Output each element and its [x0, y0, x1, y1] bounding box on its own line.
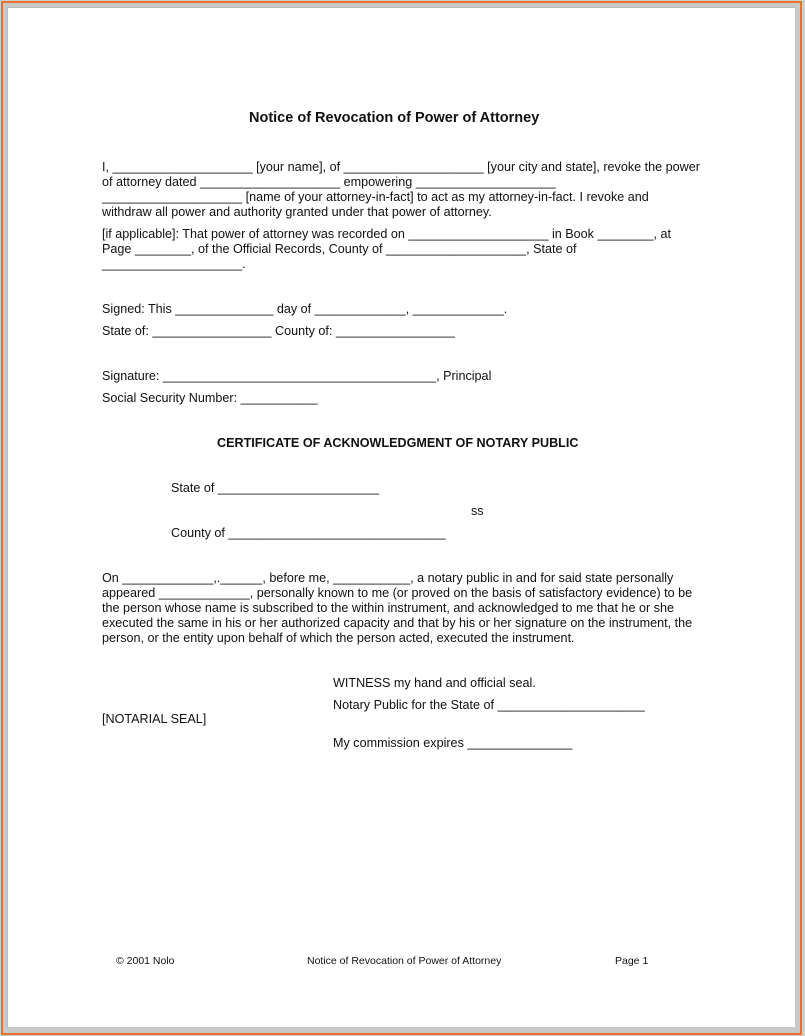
ssn-line: Social Security Number: ___________ — [102, 391, 318, 405]
paragraph-line: I, ____________________ [your name], of ____________________ [your city and state], revoke the power — [102, 160, 700, 174]
footer-page-number: Page 1 — [615, 955, 649, 967]
paragraph-line: ____________________. — [102, 257, 246, 271]
state-county-line: State of: _________________ County of: _________________ — [102, 324, 455, 338]
footer-doc-name: Notice of Revocation of Power of Attorney — [307, 955, 502, 967]
paragraph-line: On _____________,.______, before me, ___________, a notary public in and for said state personally — [102, 571, 674, 585]
paragraph-line: appeared _____________, personally known to me (or proved on the basis of satisfactory evidence) to be — [102, 586, 693, 600]
witness-line: WITNESS my hand and official seal. — [333, 676, 536, 690]
recording-paragraph — [102, 227, 671, 272]
notary-public-state-line: Notary Public for the State of _____________________ — [333, 698, 645, 712]
paragraph-line: Page ________, of the Official Records, County of ____________________, State of — [102, 242, 577, 256]
acknowledgment-paragraph — [102, 571, 692, 646]
footer-copyright: © 2001 Nolo — [116, 955, 175, 967]
notary-state-line: State of _______________________ — [171, 481, 379, 495]
notarial-seal-label: [NOTARIAL SEAL] — [102, 712, 207, 726]
paragraph-line: ____________________ [name of your attorney-in-fact] to act as my attorney-in-fact. I revoke and — [102, 190, 649, 204]
notary-county-line: County of _______________________________ — [171, 526, 446, 540]
notary-heading: CERTIFICATE OF ACKNOWLEDGMENT OF NOTARY PUBLIC — [217, 436, 579, 450]
document-title: Notice of Revocation of Power of Attorney — [249, 110, 540, 126]
paragraph-line: the person whose name is subscribed to the within instrument, and acknowledged to me that he or she — [102, 601, 674, 615]
paragraph-line: executed the same in his or her authorized capacity and that by his or her signature on the instrument, the — [102, 616, 693, 630]
commission-expires-line: My commission expires _______________ — [333, 736, 573, 750]
signature-line: Signature: _______________________________________, Principal — [102, 369, 492, 383]
paragraph-line: person, or the entity upon behalf of which the person acted, executed the instrument. — [102, 631, 575, 645]
notary-ss: ss — [471, 504, 484, 518]
signed-date-line: Signed: This ______________ day of _____________, _____________. — [102, 302, 508, 316]
document-page — [7, 7, 795, 1027]
paragraph-line: withdraw all power and authority granted under that power of attorney. — [102, 205, 492, 219]
revocation-paragraph — [102, 160, 700, 220]
paragraph-line: [if applicable]: That power of attorney was recorded on ____________________ in Book ________, at — [102, 227, 672, 241]
paragraph-line: of attorney dated ____________________ empowering ____________________ — [102, 175, 556, 189]
